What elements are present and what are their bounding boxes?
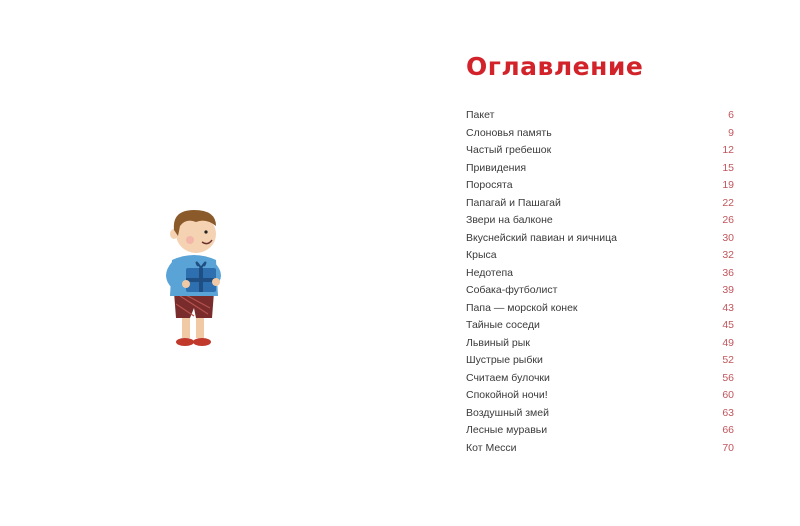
toc-entry-title: Поросята xyxy=(466,179,513,191)
toc-entry-title: Папагай и Пашагай xyxy=(466,196,561,209)
toc-entry[interactable] xyxy=(466,267,734,285)
toc-entry-page-number: 70 xyxy=(722,441,734,454)
toc-entry[interactable] xyxy=(466,284,734,302)
toc-entry-title: Кот Месси xyxy=(466,441,517,454)
toc-entry[interactable] xyxy=(466,319,734,337)
toc-entry[interactable] xyxy=(466,197,734,215)
toc-entry-page-number: 36 xyxy=(722,266,734,279)
toc-entry-page-number: 63 xyxy=(722,406,734,419)
toc-entry-page-number: 6 xyxy=(728,109,734,121)
toc-entry[interactable] xyxy=(466,249,734,267)
toc-entry-title: Частый гребешок xyxy=(466,144,552,156)
boy-with-gift-illustration xyxy=(150,196,240,356)
toc-entry[interactable] xyxy=(466,127,734,145)
toc-entry-title: Тайные соседи xyxy=(466,319,540,331)
toc-heading: Оглавление xyxy=(466,52,644,81)
toc-entry-page-number: 45 xyxy=(722,319,734,331)
toc-entry-page-number: 32 xyxy=(722,249,734,261)
toc-entry-title: Привидения xyxy=(466,161,527,174)
toc-entry-title: Лесные муравьи xyxy=(466,424,548,436)
toc-entry[interactable] xyxy=(466,214,734,232)
toc-entry-page-number: 19 xyxy=(722,179,734,191)
toc-entry[interactable] xyxy=(466,232,734,250)
toc-entry-page-number: 9 xyxy=(728,126,734,139)
toc-entry[interactable] xyxy=(466,424,734,442)
toc-entry[interactable] xyxy=(466,407,734,425)
toc-entry[interactable] xyxy=(466,302,734,320)
toc-entry-title: Крыса xyxy=(466,249,497,261)
toc-entry-title: Слоновья память xyxy=(466,126,552,139)
toc-entry-title: Спокойной ночи! xyxy=(466,389,548,401)
toc-entry-title: Недотепа xyxy=(466,266,513,279)
toc-entry-title: Звери на балконе xyxy=(466,214,553,226)
toc-entry-page-number: 66 xyxy=(722,424,734,436)
toc-entry-page-number: 52 xyxy=(722,354,734,366)
toc-entry-page-number: 56 xyxy=(722,371,734,384)
toc-entry-title: Вкуснейский павиан и яичница xyxy=(466,231,617,244)
toc-entry[interactable] xyxy=(466,442,734,460)
toc-entry-page-number: 60 xyxy=(722,389,734,401)
toc-entry-page-number: 26 xyxy=(722,214,734,226)
toc-entry[interactable] xyxy=(466,109,734,127)
toc-entry-page-number: 30 xyxy=(722,231,734,244)
toc-entry[interactable] xyxy=(466,144,734,162)
toc-entry[interactable] xyxy=(466,179,734,197)
toc-entry[interactable] xyxy=(466,354,734,372)
table-of-contents xyxy=(466,109,734,459)
toc-entry-page-number: 12 xyxy=(722,144,734,156)
toc-entry[interactable] xyxy=(466,162,734,180)
toc-entry-title: Шустрые рыбки xyxy=(466,354,543,366)
toc-entry-title: Считаем булочки xyxy=(466,371,550,384)
toc-entry-page-number: 15 xyxy=(722,161,734,174)
toc-entry-title: Папа — морской конек xyxy=(466,301,578,314)
toc-entry-title: Собака-футболист xyxy=(466,284,558,296)
toc-entry-title: Львиный рык xyxy=(466,336,530,349)
toc-entry-title: Воздушный змей xyxy=(466,406,549,419)
toc-entry[interactable] xyxy=(466,372,734,390)
toc-entry-page-number: 22 xyxy=(722,196,734,209)
toc-entry-page-number: 49 xyxy=(722,336,734,349)
toc-entry[interactable] xyxy=(466,389,734,407)
toc-entry-title: Пакет xyxy=(466,109,495,121)
toc-entry-page-number: 43 xyxy=(722,301,734,314)
toc-entry-page-number: 39 xyxy=(722,284,734,296)
toc-entry[interactable] xyxy=(466,337,734,355)
